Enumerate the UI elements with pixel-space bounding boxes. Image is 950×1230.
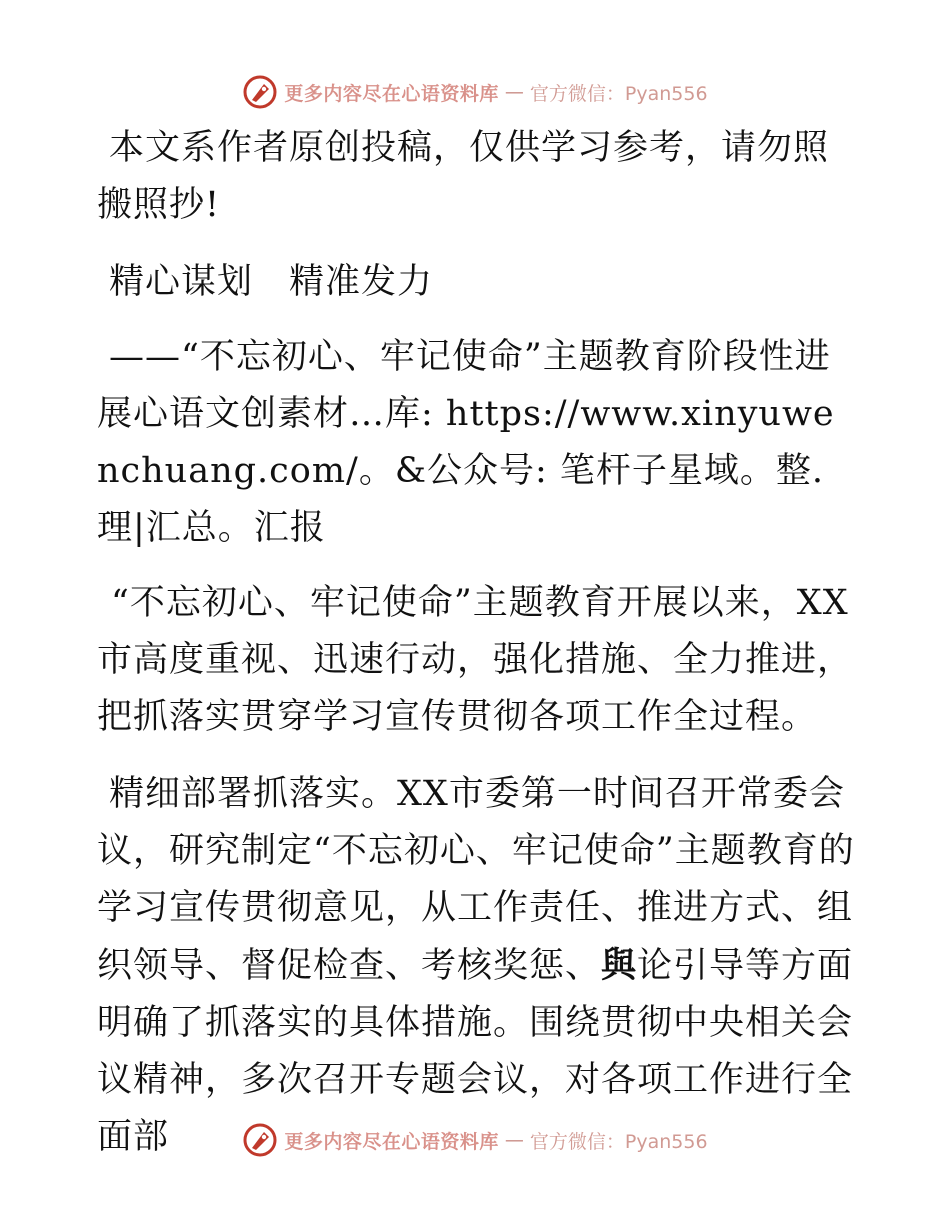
body-bold-glyph: 與 <box>601 945 638 986</box>
header-promo-text: 更多内容尽在心语资料库 <box>284 82 499 105</box>
document-subtitle: ——“不忘初心、牢记使命”主题教育阶段性进展心语文创素材…库: https://www.xinyuwenchuang.com/。&公众号: 笔杆子星域。整.理|汇总。汇报 <box>97 337 835 548</box>
footer-promo-text: 更多内容尽在心语资料库 <box>284 1130 499 1153</box>
pen-nib-logo-icon <box>242 74 278 110</box>
header-wechat-text: 官方微信：Pyan556 <box>529 82 708 105</box>
copyright-note: 本文系作者原创投稿，仅供学习参考，请勿照搬照抄! <box>97 128 830 225</box>
footer-banner <box>0 1118 950 1162</box>
footer-wechat-text: 官方微信：Pyan556 <box>529 1130 708 1153</box>
document-body <box>97 120 857 1166</box>
body-text-before: 精细部署抓落实。XX市委第一时间召开常委会议，研究制定“不忘初心、牢记使命”主题教育的学习宣传贯彻意见，从工作责任、推进方式、组织领导、督促检查、考核奖惩、 <box>97 774 855 986</box>
header-banner <box>0 70 950 114</box>
title-part-1: 精心谋划 <box>109 262 254 302</box>
document-title <box>97 254 857 311</box>
intro-paragraph: “不忘初心、牢记使命”主题教育开展以来，XX市高度重视、迅速行动，强化措施、全力推进，把抓落实贯穿学习宣传贯彻各项工作全过程。 <box>97 583 854 737</box>
pen-nib-logo-icon <box>242 1122 278 1158</box>
body-paragraph <box>97 766 857 1166</box>
body-text-after: 论引导等方面明确了抓落实的具体措施。围绕贯彻中央相关会议精神，多次召开专题会议，对各项工作进行全面部 <box>97 946 854 1157</box>
title-part-2: 精准发力 <box>289 262 434 302</box>
footer-dash: — <box>504 1129 524 1151</box>
header-dash: — <box>504 81 524 103</box>
